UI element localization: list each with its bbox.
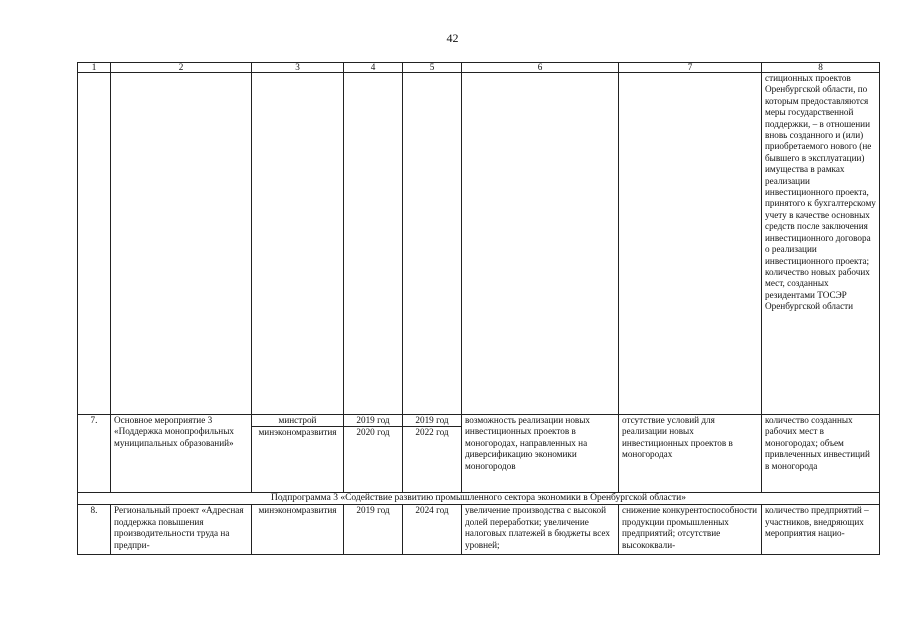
- row-number: 7.: [78, 415, 111, 493]
- measure-name: Региональный проект «Адресная поддержка повышения производительности труда на предпри-: [111, 505, 252, 555]
- indicator-cell: стиционных проектов Оренбургской области, по которым предоставляются меры государственной поддержки, – в отношении вновь созданного и (или) приобретаемого нового (не бывшего в эксплуатации) имущества в рамках реализации инвестиционного проекта, принятого к бухгалтерскому учету в качестве основных средств после заключения инвестиционного договора о реализации инвестиционного проекта; количество новых рабочих мест, созданных резидентами ТОСЭР Оренбургской области: [762, 73, 880, 415]
- start-year: 2019 год: [356, 415, 390, 425]
- start-year: 2020 год: [344, 426, 402, 438]
- column-number: 3: [252, 63, 344, 73]
- program-table: [77, 62, 880, 555]
- executor: минэкономразвития: [252, 505, 344, 555]
- consequence: отсутствие условий для реализации новых инвестиционных проектов в моногородах: [619, 415, 762, 493]
- indicator-cell: количество созданных рабочих мест в моногородах; объем привлеченных инвестиций в моногорода: [762, 415, 880, 493]
- start-year-cell: [344, 415, 403, 493]
- column-number: 2: [111, 63, 252, 73]
- consequence: снижение конкурентоспособности продукции промышленных предприятий; отсутствие высококвали-: [619, 505, 762, 555]
- subprogram-title: Подпрограмма 3 «Содействие развитию промышленного сектора экономики в Оренбургской области»: [78, 493, 880, 505]
- column-number: 5: [403, 63, 462, 73]
- start-year: 2019 год: [344, 505, 403, 555]
- column-number: 4: [344, 63, 403, 73]
- column-number: 1: [78, 63, 111, 73]
- measure-name: Основное мероприятие 3 «Поддержка монопрофильных муниципальных образований»: [111, 415, 252, 493]
- column-number: 8: [762, 63, 880, 73]
- subprogram-row: [78, 493, 880, 505]
- end-year: 2022 год: [403, 426, 461, 438]
- end-year: 2024 год: [403, 505, 462, 555]
- table-row-7: [78, 415, 880, 493]
- table-row-continuation: [78, 73, 880, 415]
- column-number-row: [78, 63, 880, 73]
- executor: минэкономразвития: [252, 426, 343, 438]
- end-year-cell: [403, 415, 462, 493]
- row-number: 8.: [78, 505, 111, 555]
- indicator-cell: количество предприятий – участников, внедряющих мероприятия нацио-: [762, 505, 880, 555]
- expected-result: увеличение производства с высокой долей переработки; увеличение налоговых платежей в бюджеты всех уровней;: [462, 505, 619, 555]
- page-number: 42: [446, 31, 459, 45]
- column-number: 6: [462, 63, 619, 73]
- end-year: 2019 год: [415, 415, 449, 425]
- table-row-8: [78, 505, 880, 555]
- executor-cell: [252, 415, 344, 493]
- executor: минстрой: [278, 415, 317, 425]
- expected-result: возможность реализации новых инвестиционных проектов в моногородах, направленных на диверсификацию экономики моногородов: [462, 415, 619, 493]
- column-number: 7: [619, 63, 762, 73]
